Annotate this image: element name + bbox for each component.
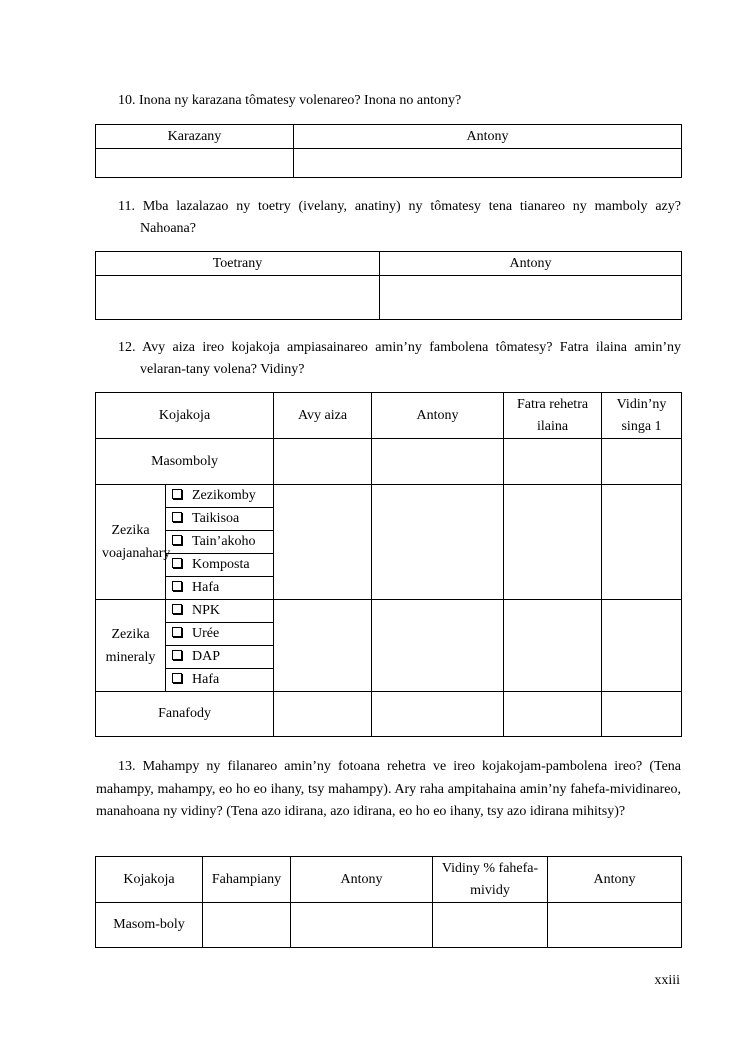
option-komposta[interactable] (166, 554, 274, 577)
option-label: Tain’akoho (192, 534, 256, 549)
option-tainakoho[interactable] (166, 531, 274, 554)
answer-cell[interactable] (294, 149, 682, 178)
answer-cell[interactable] (274, 692, 372, 737)
answer-cell[interactable] (274, 485, 372, 600)
option-label: DAP (192, 649, 221, 664)
option-zezikomby[interactable] (166, 485, 274, 508)
checkbox-icon[interactable] (172, 581, 182, 591)
header-avy-aiza: Avy aiza (274, 393, 372, 439)
option-label: NPK (192, 603, 221, 618)
answer-cell[interactable] (372, 485, 504, 600)
header-antony: Antony (372, 393, 504, 439)
answer-cell[interactable] (203, 903, 291, 948)
checkbox-icon[interactable] (172, 604, 182, 614)
row-fanafody: Fanafody (96, 692, 274, 737)
answer-cell[interactable] (96, 149, 294, 178)
answer-cell[interactable] (96, 276, 380, 320)
table-q11 (95, 251, 682, 320)
option-label: Urée (192, 626, 220, 641)
option-npk[interactable] (166, 600, 274, 623)
table-q12 (95, 392, 682, 737)
question-11-line1: 11. Mba lazalazao ny toetry (ivelany, anatiny) ny tômatesy tena tianareo ny mamboly azy? (118, 199, 681, 214)
header-vidiny: Vidin’ny singa 1 (602, 393, 682, 439)
table-q13 (95, 856, 682, 948)
option-label: Hafa (192, 672, 220, 687)
answer-cell[interactable] (602, 600, 682, 692)
answer-cell[interactable] (380, 276, 682, 320)
header-kojakoja: Kojakoja (96, 393, 274, 439)
header-vidiny-fahefa: Vidiny % fahefa-mividy (433, 857, 548, 903)
header-kojakoja: Kojakoja (96, 857, 203, 903)
checkbox-icon[interactable] (172, 650, 182, 660)
answer-cell[interactable] (504, 485, 602, 600)
option-label: Hafa (192, 580, 220, 595)
answer-cell[interactable] (274, 439, 372, 485)
answer-cell[interactable] (372, 439, 504, 485)
header-antony: Antony (291, 857, 433, 903)
header-antony: Antony (294, 125, 682, 149)
table-q10 (95, 124, 682, 178)
row-masomboly: Masomboly (96, 439, 274, 485)
answer-cell[interactable] (504, 439, 602, 485)
answer-cell[interactable] (602, 485, 682, 600)
option-label: Taikisoa (192, 511, 240, 526)
answer-cell[interactable] (548, 903, 682, 948)
question-12-line1: 12. Avy aiza ireo kojakoja ampiasainareo amin’ny fambolena tômatesy? Fatra ilaina amin’ny (118, 340, 681, 355)
answer-cell[interactable] (372, 692, 504, 737)
header-karazany: Karazany (96, 125, 294, 149)
question-13: 13. Mahampy ny filanareo amin’ny fotoana rehetra ve ireo kojakojam-pambolena ireo? (Tena mahampy, mahampy, eo ho eo ihany, tsy mahampy). Ary raha ampitahaina amin’ny fahefa-mividinareo, manahoana ny vidiny? (Tena azo idirana, azo idirana, eo ho eo ihany, tsy azo idirana mihitsy)? (96, 759, 681, 819)
checkbox-icon[interactable] (172, 535, 182, 545)
option-taikisoa[interactable] (166, 508, 274, 531)
checkbox-icon[interactable] (172, 627, 182, 637)
answer-cell[interactable] (433, 903, 548, 948)
answer-cell[interactable] (372, 600, 504, 692)
answer-cell[interactable] (291, 903, 433, 948)
answer-cell[interactable] (504, 692, 602, 737)
header-antony-2: Antony (548, 857, 682, 903)
page-number: xxiii (654, 973, 680, 988)
answer-cell[interactable] (504, 600, 602, 692)
group-zezika-voajanahary: Zezika voajanahary (96, 485, 166, 600)
header-toetrany: Toetrany (96, 252, 380, 276)
option-dap[interactable] (166, 646, 274, 669)
header-antony: Antony (380, 252, 682, 276)
question-10: 10. Inona ny karazana tômatesy volenareo? Inona no antony? (118, 93, 462, 108)
checkbox-icon[interactable] (172, 489, 182, 499)
question-11-line2: Nahoana? (140, 221, 196, 236)
checkbox-icon[interactable] (172, 558, 182, 568)
checkbox-icon[interactable] (172, 673, 182, 683)
option-hafa[interactable] (166, 669, 274, 692)
option-hafa[interactable] (166, 577, 274, 600)
answer-cell[interactable] (602, 439, 682, 485)
header-fahampiany: Fahampiany (203, 857, 291, 903)
answer-cell[interactable] (602, 692, 682, 737)
row-masomboly: Masom-boly (96, 903, 203, 948)
option-uree[interactable] (166, 623, 274, 646)
header-fatra: Fatra rehetra ilaina (504, 393, 602, 439)
option-label: Zezikomby (192, 488, 256, 503)
group-zezika-mineraly: Zezika mineraly (96, 600, 166, 692)
checkbox-icon[interactable] (172, 512, 182, 522)
answer-cell[interactable] (274, 600, 372, 692)
question-12-line2: velaran-tany volena? Vidiny? (140, 362, 305, 377)
option-label: Komposta (192, 557, 250, 572)
